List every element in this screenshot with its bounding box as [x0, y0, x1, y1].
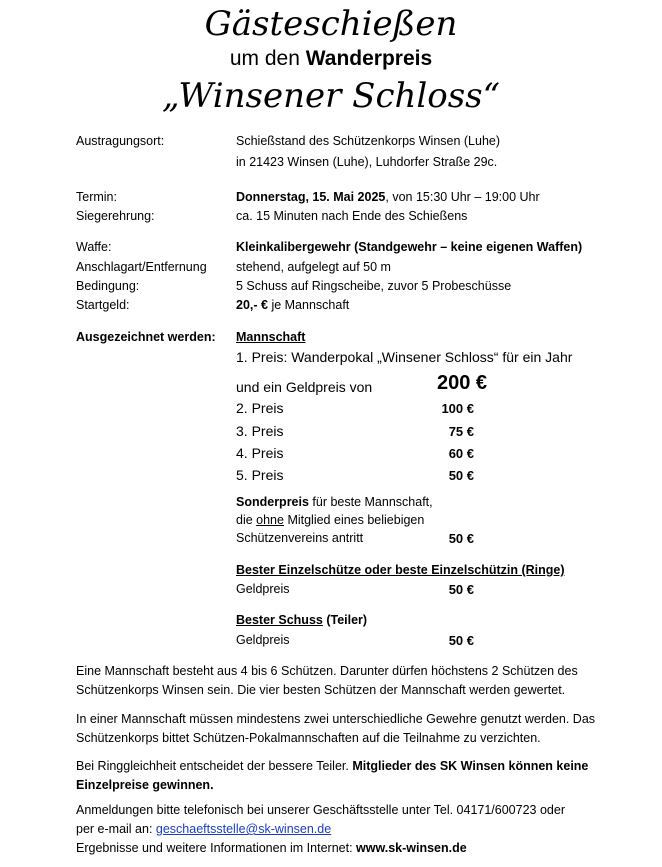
startgeld-rest: je Mannschaft	[267, 298, 350, 312]
sonder-rest: für beste Mannschaft,	[308, 495, 433, 509]
team-heading: Mannschaft	[236, 330, 306, 344]
sieger-label: Siegerehrung:	[76, 209, 155, 223]
awards-label: Ausgezeichnet werden:	[76, 330, 216, 344]
ort-line2: in 21423 Winsen (Luhe), Luhdorfer Straße 29c.	[236, 155, 498, 169]
schuss-heading-bold: Bester Schuss	[236, 613, 323, 627]
first-prize-amount: 200 €	[437, 372, 488, 394]
third-prize-label: 3. Preis	[236, 423, 284, 439]
fourth-prize-label: 4. Preis	[236, 445, 284, 461]
team-rules-paragraph: Eine Mannschaft besteht aus 4 bis 6 Schützen. Darunter dürfen höchstens 2 Schützen des Schützenkorps Winsen sein. Die vier besten Schützen der Mannschaft werden gewertet.	[76, 664, 578, 697]
einzel-amount: 50 €	[448, 582, 474, 597]
subtitle-prefix: um den	[229, 47, 306, 70]
schuss-heading-rest: (Teiler)	[322, 613, 368, 627]
title-trophy: „Winsener Schloss“	[161, 76, 501, 116]
ort-label: Austragungsort:	[76, 134, 165, 148]
website-link[interactable]: www.sk-winsen.de	[356, 841, 467, 855]
termin-date: Donnerstag, 15. Mai 2025	[236, 190, 386, 204]
sonder-line2-underlined: ohne	[256, 513, 284, 527]
sonder-line2-b: Mitglied eines beliebigen	[283, 513, 425, 527]
title-main: Gästeschießen	[204, 4, 458, 44]
fifth-prize-label: 5. Preis	[236, 467, 284, 483]
ort-line1: Schießstand des Schützenkorps Winsen (Luhe)	[236, 134, 501, 148]
tie-rules-bold: Mitglieder des SK Winsen können keine Einzelpreise gewinnen.	[76, 759, 589, 792]
first-prize-line1: 1. Preis: Wanderpokal „Winsener Schloss“ für ein Jahr	[236, 349, 573, 365]
third-prize-amount: 75 €	[448, 424, 474, 439]
bedingung-label: Bedingung:	[76, 279, 140, 293]
sonder-line3: Schützenvereins antritt	[236, 531, 364, 545]
results-prefix: Ergebnisse und weitere Informationen im Internet:	[76, 841, 357, 855]
termin-value	[236, 190, 540, 204]
second-prize-label: 2. Preis	[236, 400, 284, 416]
startgeld-label: Startgeld:	[76, 298, 130, 312]
einzel-label: Geldpreis	[236, 582, 290, 596]
sieger-value: ca. 15 Minuten nach Ende des Schießens	[236, 209, 468, 223]
startgeld-value	[236, 298, 349, 312]
waffe-label: Waffe:	[76, 240, 112, 254]
subtitle-bold: Wanderpreis	[305, 47, 433, 70]
anschlag-value: stehend, aufgelegt auf 50 m	[236, 260, 391, 274]
title-subtitle	[0, 47, 662, 71]
schuss-heading	[236, 613, 367, 627]
termin-label: Termin:	[76, 190, 117, 204]
sonder-amount: 50 €	[448, 531, 474, 546]
first-prize-line2: und ein Geldpreis von	[236, 379, 373, 395]
fourth-prize-amount: 60 €	[448, 446, 474, 461]
anschlag-label: Anschlagart/Entfernung	[76, 260, 207, 274]
email-link[interactable]: geschaeftsstelle@sk-winsen.de	[155, 822, 332, 836]
bedingung-value: 5 Schuss auf Ringscheibe, zuvor 5 Probeschüsse	[236, 279, 512, 293]
sonder-bold: Sonderpreis	[236, 495, 309, 509]
sonder-line2-a: die	[236, 513, 257, 527]
startgeld-amount: 20,- €	[236, 298, 268, 312]
tie-rules-text: Bei Ringgleichheit entscheidet der bessere Teiler.	[76, 759, 353, 773]
weapon-rules-paragraph: In einer Mannschaft müssen mindestens zwei unterschiedliche Gewehre genutzt werden. Das Schützenkorps bittet Schützen-Pokalmannschaften auf die Teilnahme zu verzichten.	[76, 712, 596, 745]
schuss-label: Geldpreis	[236, 633, 290, 647]
second-prize-amount: 100 €	[441, 401, 474, 416]
sonder-line2	[236, 513, 424, 527]
fifth-prize-amount: 50 €	[448, 468, 474, 483]
tie-rules-paragraph	[76, 757, 596, 795]
termin-time: , von 15:30 Uhr – 19:00 Uhr	[385, 190, 540, 204]
results-paragraph	[76, 839, 596, 858]
einzel-heading: Bester Einzelschütze oder beste Einzelschützin (Ringe)	[236, 563, 565, 577]
registration-email-prefix: per e-mail an:	[76, 822, 156, 836]
schuss-amount: 50 €	[448, 633, 474, 648]
registration-line1: Anmeldungen bitte telefonisch bei unserer Geschäftsstelle unter Tel. 04171/600723 oder	[76, 803, 565, 817]
registration-paragraph	[76, 801, 596, 839]
sonder-line1	[236, 495, 433, 509]
waffe-value: Kleinkalibergewehr (Standgewehr – keine eigenen Waffen)	[236, 240, 583, 254]
